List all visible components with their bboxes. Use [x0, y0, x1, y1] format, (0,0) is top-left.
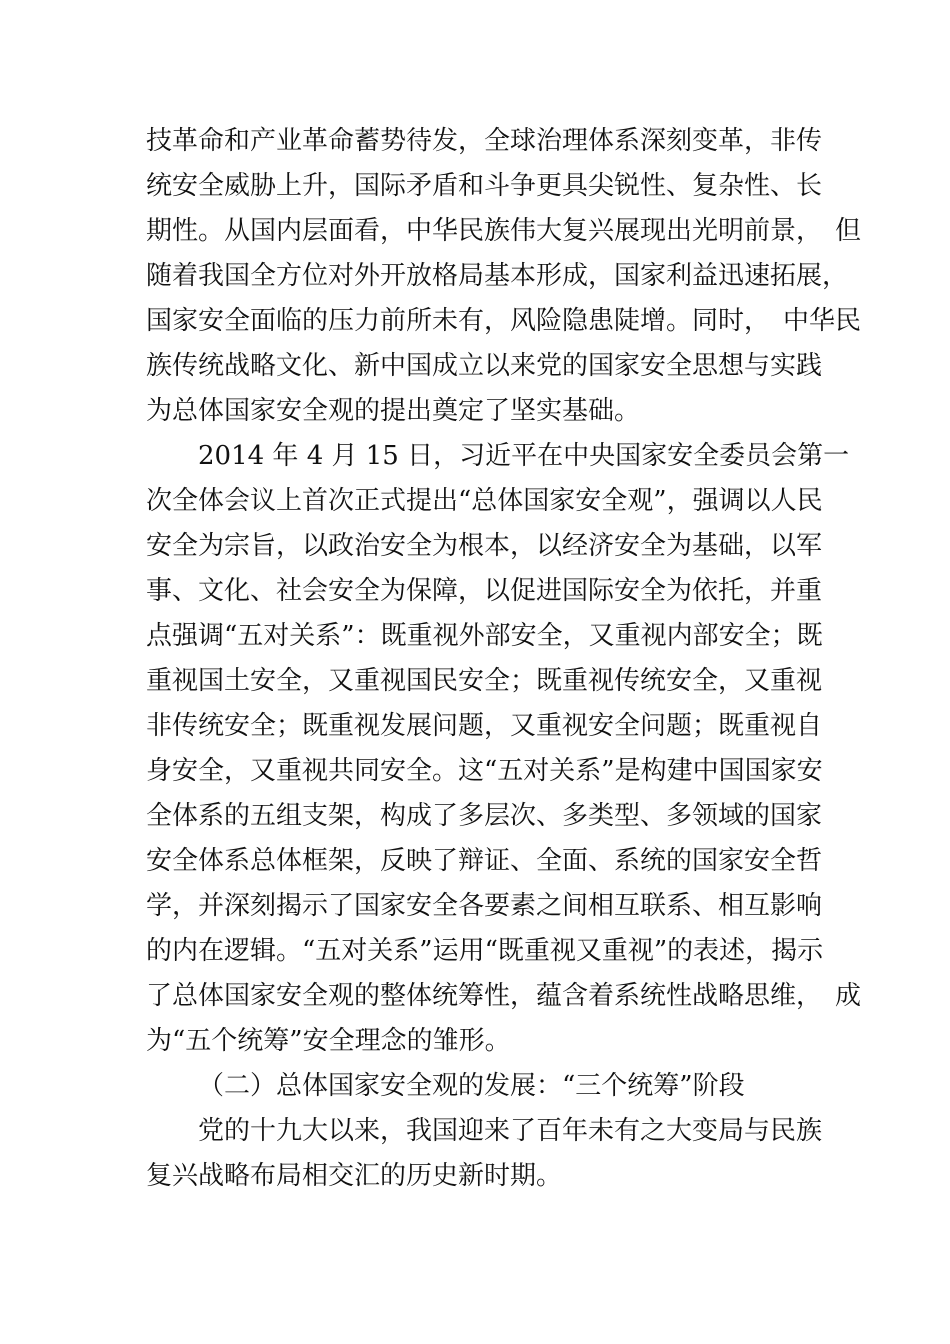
- paragraph-line: 期性。从国内层面看，中华民族伟大复兴展现出光明前景， 但: [146, 216, 862, 246]
- paragraph-line: 族传统战略文化、新中国成立以来党的国家安全思想与实践: [146, 351, 823, 381]
- paragraph-line: 国家安全面临的压力前所未有，风险隐患陡增。同时， 中华民: [146, 306, 862, 336]
- paragraph-line: 点强调“五对关系”：既重视外部安全，又重视内部安全；既: [146, 621, 823, 651]
- paragraph-line: 统安全威胁上升，国际矛盾和斗争更具尖锐性、复杂性、长: [146, 171, 823, 201]
- paragraph-line: 为“五个统筹”安全理念的雏形。: [146, 1026, 511, 1056]
- paragraph-line: 安全为宗旨，以政治安全为根本，以经济安全为基础，以军: [146, 531, 823, 561]
- paragraph-line: 复兴战略布局相交汇的历史新时期。: [146, 1161, 563, 1191]
- paragraph-line: 事、文化、社会安全为保障，以促进国际安全为依托，并重: [146, 576, 823, 606]
- paragraph-line: 了总体国家安全观的整体统筹性，蕴含着系统性战略思维， 成: [146, 981, 862, 1011]
- paragraph-line: 2014 年 4 月 15 日，习近平在中央国家安全委员会第一: [198, 441, 850, 471]
- paragraph-line: 随着我国全方位对外开放格局基本形成，国家利益迅速拓展，: [146, 261, 849, 291]
- paragraph-line: 次全体会议上首次正式提出“总体国家安全观”，强调以人民: [146, 486, 823, 516]
- paragraph-line: 为总体国家安全观的提出奠定了坚实基础。: [146, 396, 641, 426]
- paragraph-3: [146, 1109, 823, 1199]
- paragraph-2: [146, 434, 862, 1064]
- paragraph-1: [146, 119, 862, 434]
- document-body: [146, 119, 862, 1199]
- paragraph-line: 党的十九大以来，我国迎来了百年未有之大变局与民族: [198, 1116, 823, 1146]
- paragraph-line: 的内在逻辑。“五对关系”运用“既重视又重视”的表述，揭示: [146, 936, 824, 966]
- paragraph-line: 全体系的五组支架，构成了多层次、多类型、多领域的国家: [146, 801, 823, 831]
- paragraph-line: 安全体系总体框架，反映了辩证、全面、系统的国家安全哲: [146, 846, 823, 876]
- section-heading: （二）总体国家安全观的发展：“三个统筹”阶段: [198, 1071, 745, 1101]
- paragraph-line: 身安全，又重视共同安全。这“五对关系”是构建中国国家安: [146, 756, 823, 786]
- paragraph-line: 学，并深刻揭示了国家安全各要素之间相互联系、相互影响: [146, 891, 823, 921]
- paragraph-line: 重视国土安全，又重视国民安全；既重视传统安全，又重视: [146, 666, 823, 696]
- paragraph-line: 技革命和产业革命蓄势待发，全球治理体系深刻变革，非传: [146, 126, 823, 156]
- paragraph-line: 非传统安全；既重视发展问题，又重视安全问题；既重视自: [146, 711, 823, 741]
